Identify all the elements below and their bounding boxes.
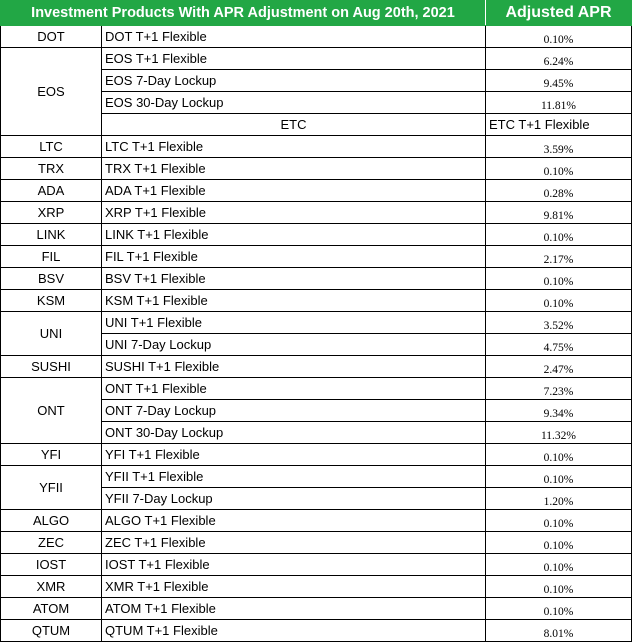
coin-cell: ATOM: [1, 598, 102, 620]
table-row: [1, 554, 632, 576]
table-row: [1, 356, 632, 378]
product-cell: UNI T+1 Flexible: [102, 312, 486, 334]
coin-cell: ONT: [1, 378, 102, 444]
product-cell: DOT T+1 Flexible: [102, 26, 486, 48]
coin-cell: ZEC: [1, 532, 102, 554]
coin-cell: UNI: [1, 312, 102, 356]
table-header: [1, 1, 632, 26]
product-cell: SUSHI T+1 Flexible: [102, 356, 486, 378]
coin-cell: ETC: [102, 114, 486, 136]
product-cell: YFI T+1 Flexible: [102, 444, 486, 466]
coin-cell: ALGO: [1, 510, 102, 532]
apr-cell: 2.17%: [486, 246, 632, 268]
apr-cell: 6.24%: [486, 48, 632, 70]
coin-cell: YFI: [1, 444, 102, 466]
product-cell: ADA T+1 Flexible: [102, 180, 486, 202]
apr-cell: 0.10%: [486, 554, 632, 576]
product-cell: KSM T+1 Flexible: [102, 290, 486, 312]
table-row: [1, 378, 632, 400]
apr-cell: 1.20%: [486, 488, 632, 510]
product-cell: EOS 7-Day Lockup: [102, 70, 486, 92]
apr-cell: 0.10%: [486, 510, 632, 532]
apr-cell: 3.52%: [486, 312, 632, 334]
table-row: [1, 136, 632, 158]
product-cell: EOS T+1 Flexible: [102, 48, 486, 70]
table-row: [1, 598, 632, 620]
apr-cell: 0.10%: [486, 466, 632, 488]
apr-cell: 0.10%: [486, 158, 632, 180]
apr-cell: 2.47%: [486, 356, 632, 378]
apr-cell: 3.59%: [486, 136, 632, 158]
product-cell: ZEC T+1 Flexible: [102, 532, 486, 554]
apr-cell: 7.23%: [486, 378, 632, 400]
product-cell: XMR T+1 Flexible: [102, 576, 486, 598]
product-cell: UNI 7-Day Lockup: [102, 334, 486, 356]
product-cell: ETC T+1 Flexible: [486, 114, 632, 136]
product-cell: ONT 30-Day Lockup: [102, 422, 486, 444]
table-title: Investment Products With APR Adjustment on Aug 20th, 2021: [1, 1, 486, 26]
apr-cell: 0.10%: [486, 26, 632, 48]
product-cell: ONT 7-Day Lockup: [102, 400, 486, 422]
table-row: [1, 180, 632, 202]
coin-cell: LINK: [1, 224, 102, 246]
coin-cell: EOS: [1, 48, 102, 136]
table-body: [1, 26, 632, 642]
apr-cell: 0.10%: [486, 598, 632, 620]
table-row: [1, 290, 632, 312]
apr-cell: 0.28%: [486, 180, 632, 202]
product-cell: XRP T+1 Flexible: [102, 202, 486, 224]
apr-cell: 4.75%: [486, 334, 632, 356]
apr-cell: 0.10%: [486, 290, 632, 312]
table-row: [1, 510, 632, 532]
table-row: [1, 532, 632, 554]
table-row: [1, 312, 632, 334]
table-row: [1, 26, 632, 48]
apr-cell: 0.10%: [486, 576, 632, 598]
product-cell: ALGO T+1 Flexible: [102, 510, 486, 532]
product-cell: LTC T+1 Flexible: [102, 136, 486, 158]
header-row: [1, 1, 632, 26]
table-row: [1, 268, 632, 290]
apr-cell: 9.34%: [486, 400, 632, 422]
table-row: [1, 158, 632, 180]
coin-cell: FIL: [1, 246, 102, 268]
coin-cell: BSV: [1, 268, 102, 290]
table-row: [1, 202, 632, 224]
product-cell: LINK T+1 Flexible: [102, 224, 486, 246]
coin-cell: XRP: [1, 202, 102, 224]
product-cell: QTUM T+1 Flexible: [102, 620, 486, 642]
product-cell: TRX T+1 Flexible: [102, 158, 486, 180]
apr-cell: 11.81%: [486, 92, 632, 114]
product-cell: YFII 7-Day Lockup: [102, 488, 486, 510]
product-cell: ONT T+1 Flexible: [102, 378, 486, 400]
apr-cell: 0.10%: [486, 532, 632, 554]
coin-cell: ADA: [1, 180, 102, 202]
coin-cell: XMR: [1, 576, 102, 598]
product-cell: FIL T+1 Flexible: [102, 246, 486, 268]
table-row: [1, 48, 632, 70]
product-cell: BSV T+1 Flexible: [102, 268, 486, 290]
product-cell: YFII T+1 Flexible: [102, 466, 486, 488]
coin-cell: DOT: [1, 26, 102, 48]
coin-cell: YFII: [1, 466, 102, 510]
coin-cell: IOST: [1, 554, 102, 576]
apr-cell: 0.10%: [486, 224, 632, 246]
apr-cell: 9.81%: [486, 202, 632, 224]
table-row: [1, 224, 632, 246]
apr-cell: 0.10%: [486, 444, 632, 466]
adjusted-apr-header: Adjusted APR: [486, 1, 632, 26]
coin-cell: KSM: [1, 290, 102, 312]
apr-cell: 9.45%: [486, 70, 632, 92]
apr-cell: 8.01%: [486, 620, 632, 642]
apr-cell: 11.32%: [486, 422, 632, 444]
product-cell: IOST T+1 Flexible: [102, 554, 486, 576]
coin-cell: TRX: [1, 158, 102, 180]
table-row: [1, 620, 632, 642]
coin-cell: LTC: [1, 136, 102, 158]
table-row: [1, 576, 632, 598]
table-row: [1, 444, 632, 466]
coin-cell: QTUM: [1, 620, 102, 642]
apr-cell: 0.10%: [486, 268, 632, 290]
product-cell: EOS 30-Day Lockup: [102, 92, 486, 114]
table-row: [1, 246, 632, 268]
product-cell: ATOM T+1 Flexible: [102, 598, 486, 620]
table-row: [1, 466, 632, 488]
coin-cell: SUSHI: [1, 356, 102, 378]
